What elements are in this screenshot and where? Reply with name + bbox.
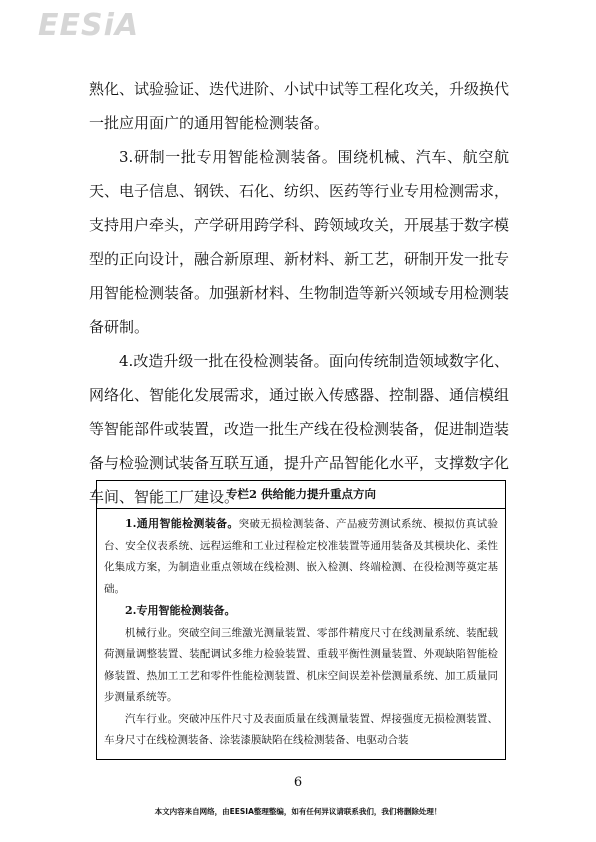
paragraph-item-4: 4.改造升级一批在役检测装备。面向传统制造领域数字化、网络化、智能化发展需求，通过嵌入传感器、控制器、通信模组等智能部件或装置，改造一批生产线在役检测装备，促进制造装备与检验测试装备互联互通，提升产品智能化水平，支撑数字化车间、智能工厂建设。 <box>89 352 510 506</box>
box-title: 专栏2 供给能力提升重点方向 <box>97 481 505 509</box>
box-text-general: 突破无损检测装备、产品疲劳测试系统、模拟仿真试验台、安全仪表系统、远程运维和工业过程检定校准装置等通用装备及其模块化、柔性化集成方案，为制造业重点领域在线检测、嵌入检测、终端检测、在役检测等奠定基础。 <box>104 518 498 595</box>
box-body <box>97 509 505 752</box>
page-number: 6 <box>293 775 303 790</box>
box-paragraph-special-heading <box>104 600 498 623</box>
body-text <box>89 72 509 514</box>
box-paragraph-machinery: 机械行业。突破空间三维激光测量装置、零部件精度尺寸在线测量系统、装配载荷测量调整装置、装配调试多维力检验装置、重载平衡性测量装置、外观缺陷智能检修装置、热加工工艺和零件性能检测装置、机床空间误差补偿测量系统、加工质量同步测量系统等。 <box>104 626 498 703</box>
paragraph-item-3: 3.研制一批专用智能检测装备。围绕机械、汽车、航空航天、电子信息、钢铁、石化、纺织、医药等行业专用检测需求，支持用户牵头，产学研用跨学科、跨领域攻关，开展基于数字模型的正向设计，融合新原理、新材料、新工艺，研制开发一批专用智能检测装备。加强新材料、生物制造等新兴领域专用检测装备研制。 <box>89 148 510 336</box>
eesia-logo: EESiA <box>38 8 140 43</box>
box-paragraph-automotive: 汽车行业。突破冲压件尺寸及表面质量在线测量装置、焊接强度无损检测装置、车身尺寸在线检测装备、涂装漆膜缺陷在线检测装备、电驱动合装 <box>104 712 498 746</box>
paragraph-continuation: 熟化、试验验证、迭代进阶、小试中试等工程化攻关，升级换代一批应用面广的通用智能检测装备。 <box>89 80 510 132</box>
footer-disclaimer: 本文内容来自网络，由EESIA整理整编，如有任何异议请联系我们，我们将删除处理！ <box>154 807 442 816</box>
box-heading-special: 2.专用智能检测装备。 <box>125 604 236 617</box>
sidebar-box-column-2 <box>96 480 506 760</box>
box-paragraph-general <box>104 513 498 600</box>
box-heading-general: 1.通用智能检测装备。 <box>125 517 239 530</box>
